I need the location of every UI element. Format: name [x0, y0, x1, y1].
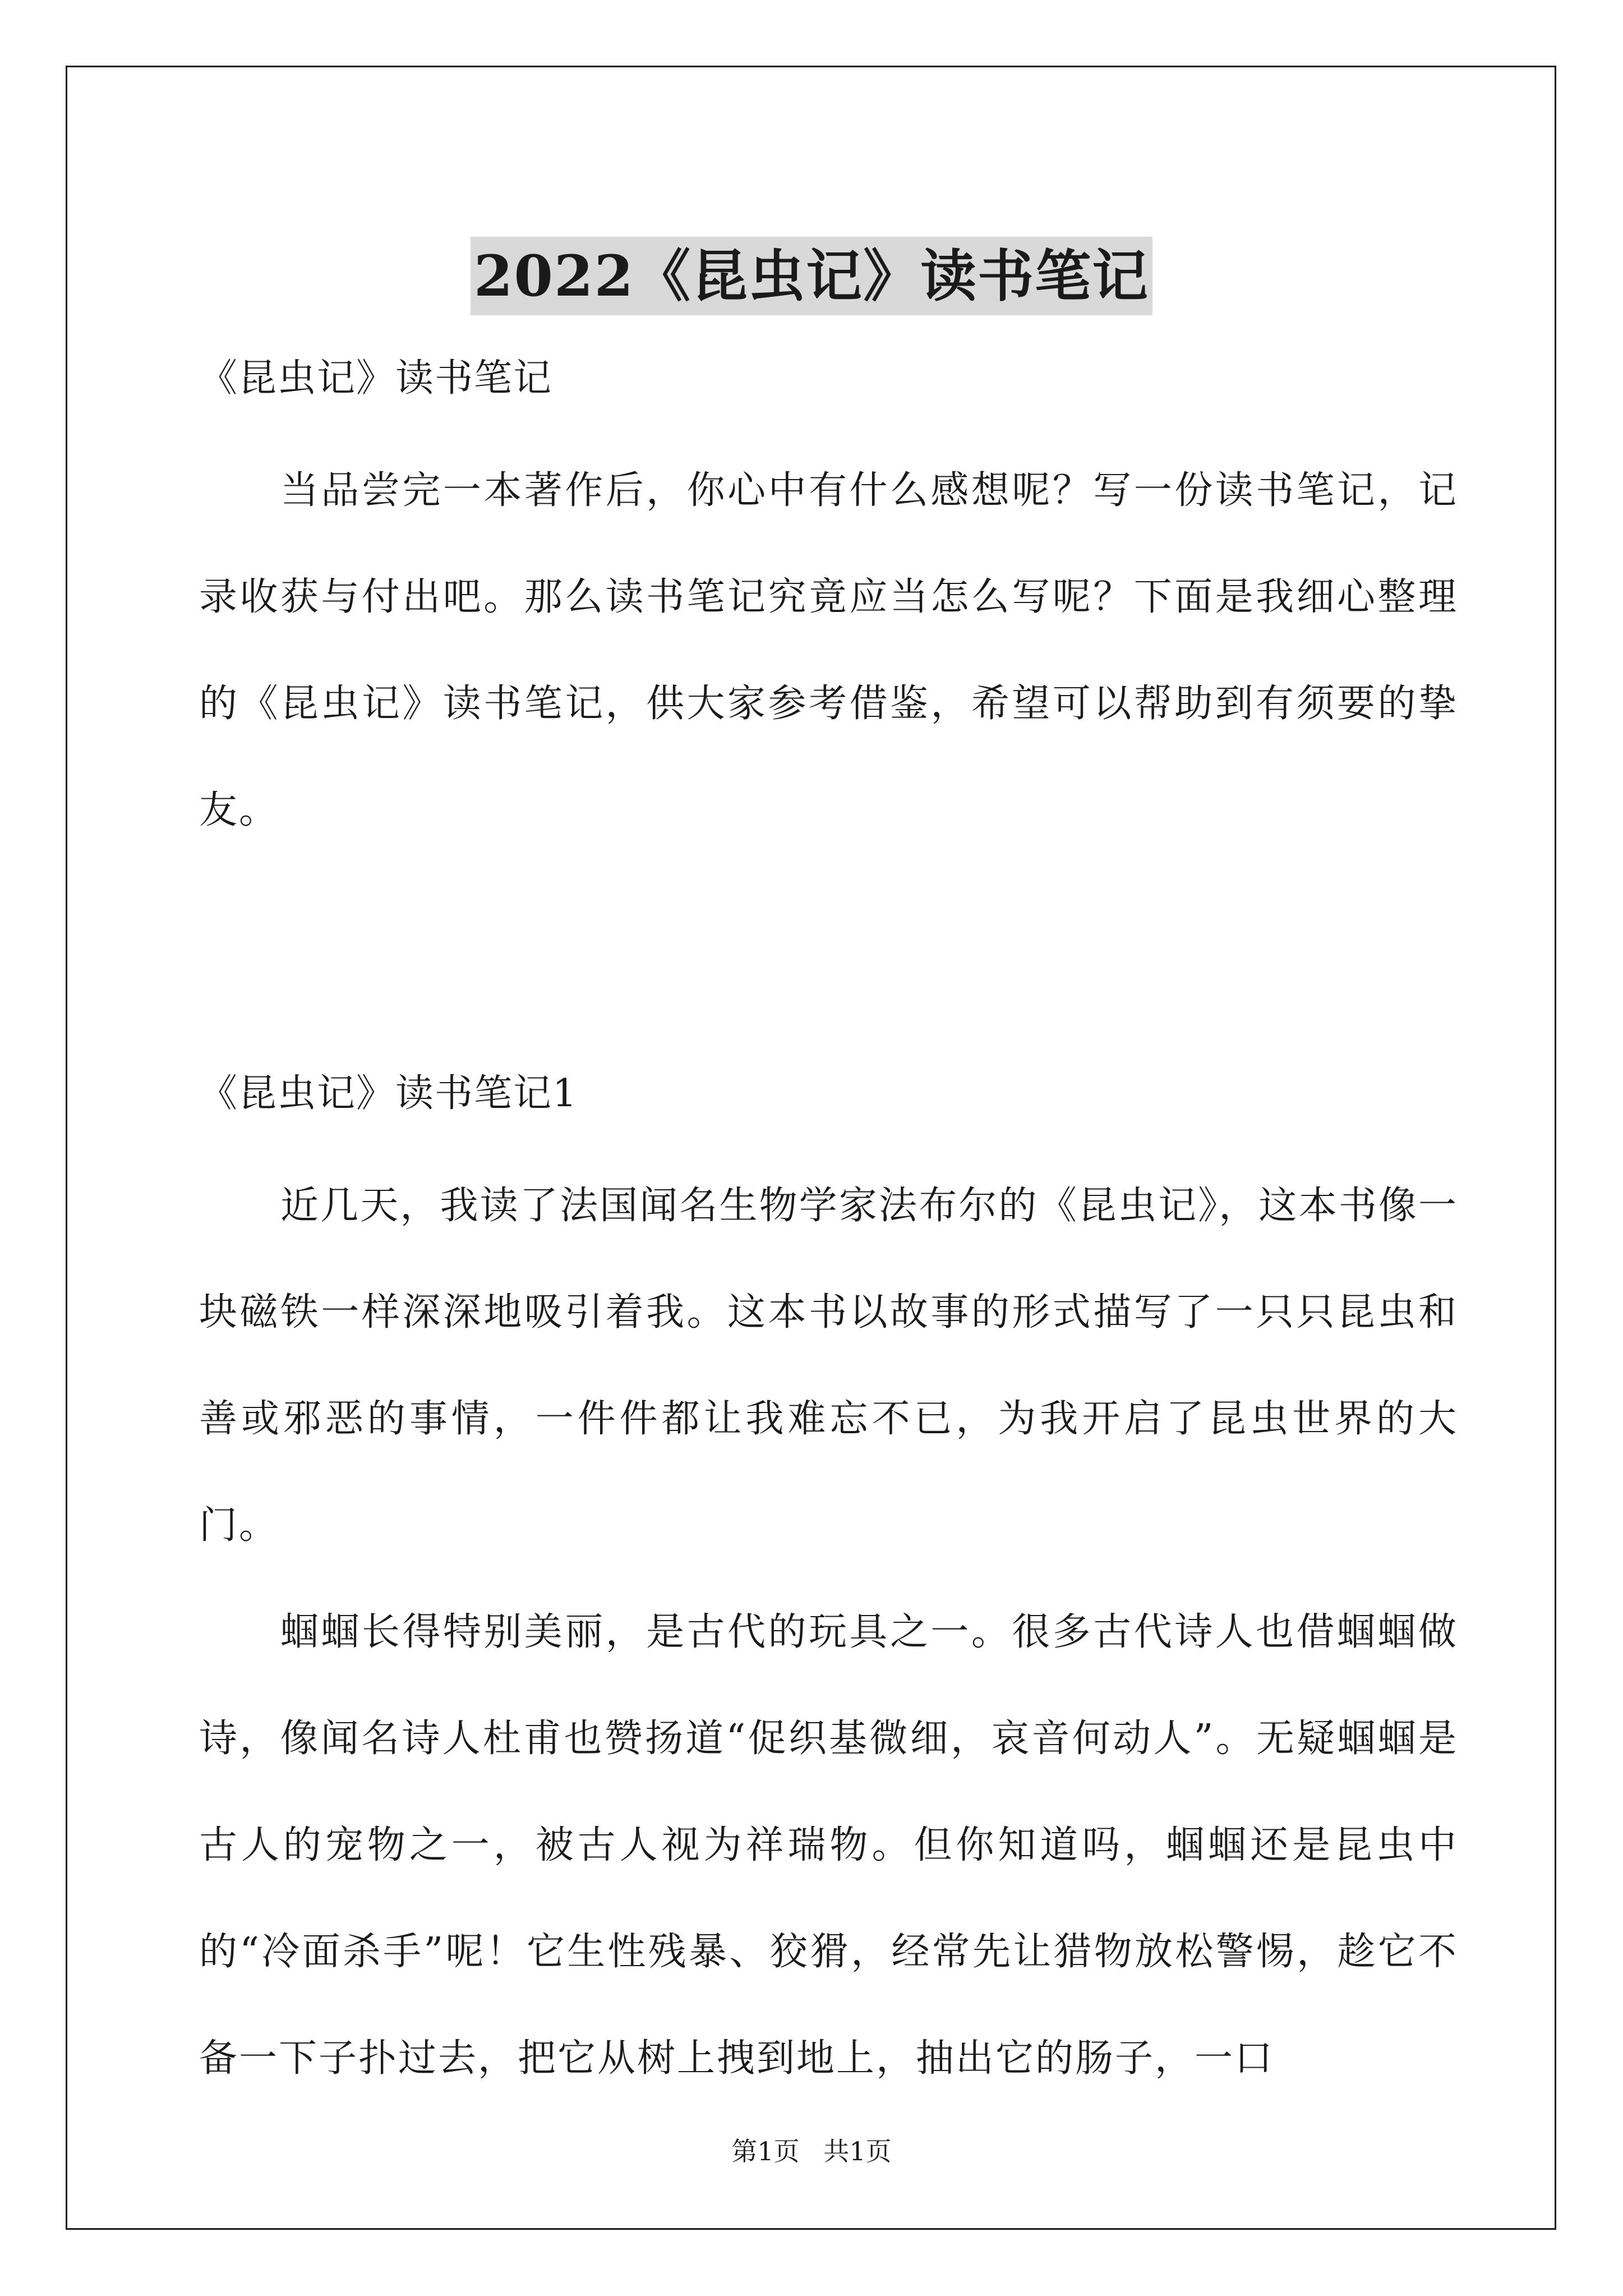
page-total: 共1页 — [823, 2136, 892, 2166]
document-body — [199, 345, 1458, 2112]
page-number: 第1页 — [731, 2136, 800, 2166]
title-area — [0, 199, 1623, 353]
body-paragraph: 近几天，我读了法国闻名生物学家法布尔的《昆虫记》，这本书像一块磁铁一样深深地吸引着我。这本书以故事的形式描写了一只只昆虫和善或邪恶的事情，一件件都让我难忘不已，为我开启了昆虫世界的大门。 — [199, 1184, 1458, 1548]
subtitle: 《昆虫记》读书笔记 — [199, 356, 553, 401]
page-footer — [0, 2134, 1623, 2168]
intro-paragraph: 当品尝完一本著作后，你心中有什么感想呢？写一份读书笔记，记录收获与付出吧。那么读书笔记究竟应当怎么写呢？下面是我细心整理的《昆虫记》读书笔记，供大家参考借鉴，希望可以帮助到有须要的挚友。 — [199, 468, 1458, 832]
body-paragraph: 蝈蝈长得特别美丽，是古代的玩具之一。很多古代诗人也借蝈蝈做诗，像闻名诗人杜甫也赞扬道“促织基微细，哀音何动人”。无疑蝈蝈是古人的宠物之一，被古人视为祥瑞物。但你知道吗，蝈蝈还是昆虫中的“冷面杀手”呢！它生性残暴、狡猾，经常先让猎物放松警惕，趁它不备一下子扑过去，把它从树上拽到地上，抽出它的肠子，一口 — [199, 1610, 1458, 2081]
section-heading: 《昆虫记》读书笔记1 — [199, 1071, 578, 1116]
document-title: 2022《昆虫记》读书笔记 — [471, 237, 1152, 315]
